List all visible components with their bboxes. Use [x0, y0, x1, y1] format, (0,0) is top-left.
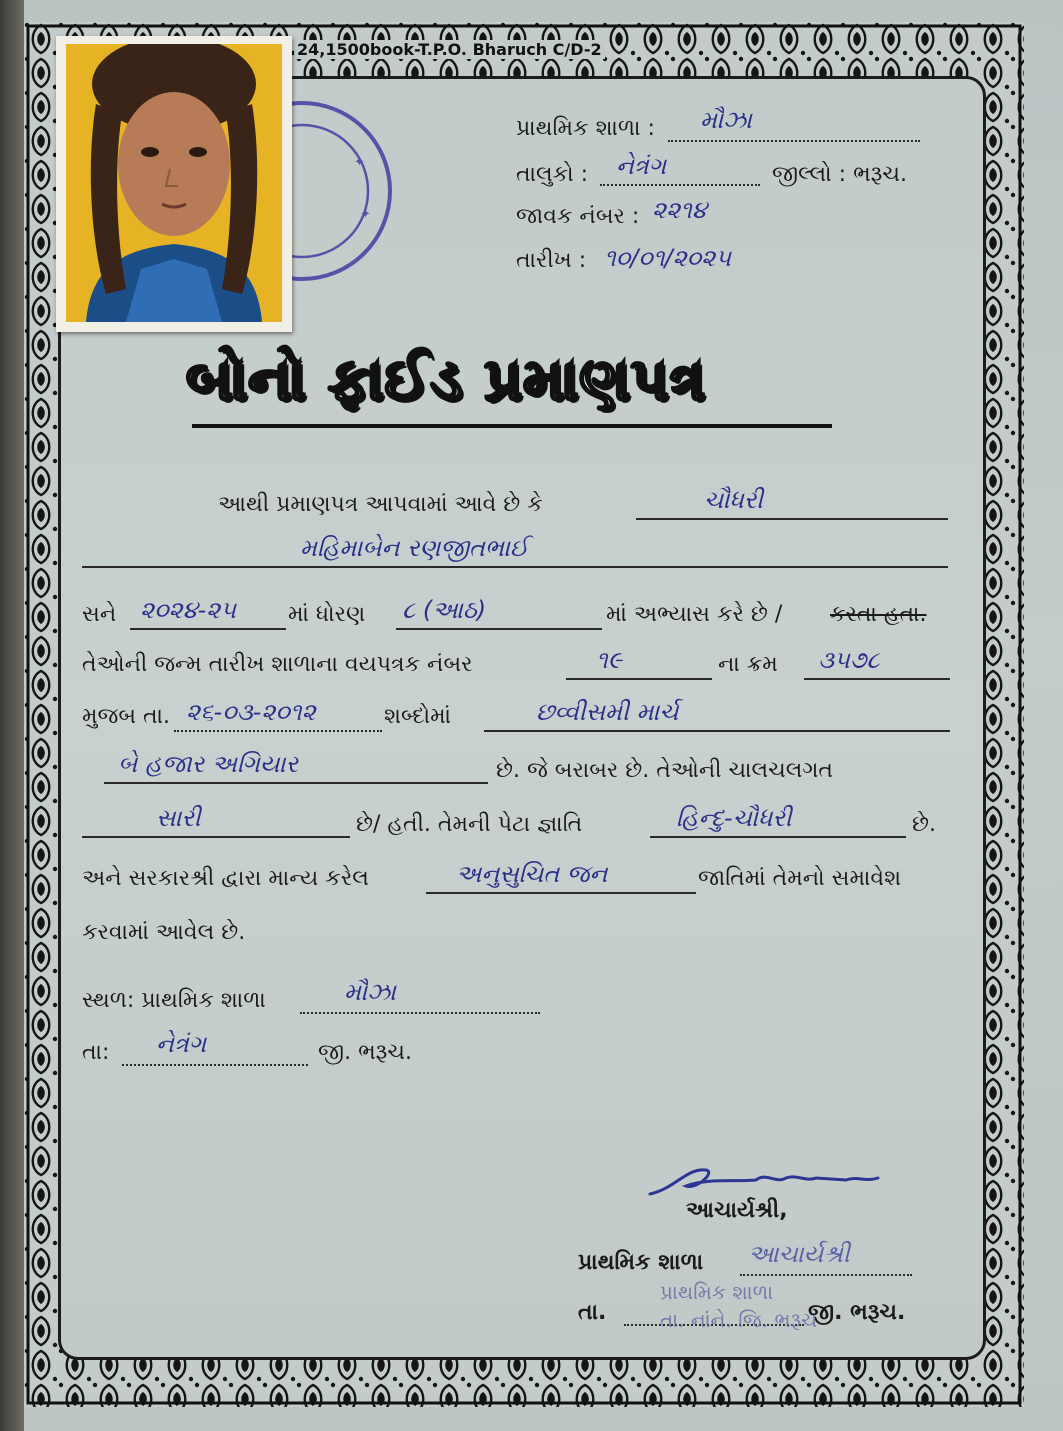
book-binding	[0, 0, 24, 1431]
date-label: તારીખ :	[516, 248, 587, 273]
seal-line-2: તા. નાંને. જિ. ભરૂચ	[660, 1308, 818, 1332]
sign-ta-label: તા.	[578, 1300, 607, 1325]
sequence-number-value: ૩૫૭૮	[818, 646, 880, 674]
taluka-label: તાલુકો :	[516, 162, 589, 187]
year-line	[130, 628, 286, 630]
outward-number-value: ૨૨૧૪	[652, 196, 707, 224]
svg-text:✦: ✦	[360, 207, 371, 222]
body-line7-b: છે.	[912, 812, 936, 837]
name-line	[82, 566, 948, 568]
body-line7-a: છે/ હતી. તેમની પેટા જ્ઞાતિ	[356, 812, 583, 837]
date-value: ૧૦/૦૧/૨૦૨૫	[604, 244, 731, 272]
taluka-dotted-line	[600, 184, 760, 186]
principal-signature	[646, 1160, 886, 1200]
body-line3-c: માં અભ્યાસ કરે છે /	[606, 602, 783, 627]
sign-school-dotted-line	[740, 1274, 912, 1276]
body-line8-b: જાતિમાં તેમનો સમાવેશ	[698, 866, 902, 891]
school-label: પ્રાથમિક શાળા :	[516, 116, 655, 141]
surname-line	[636, 518, 948, 520]
body-line8-a: અને સરકારશ્રી દ્વારા માન્ય કરેલ	[82, 866, 369, 891]
seal-line-1: પ્રાથમિક શાળા	[660, 1280, 774, 1304]
sequence-line	[804, 678, 950, 680]
printer-imprint: 24,1500book-T.P.O. Bharuch C/D-2	[294, 40, 605, 59]
taluka-value: નેત્રંગ	[616, 152, 667, 180]
sign-school-label: પ્રાથમિક શાળા	[578, 1250, 704, 1275]
school-dotted-line	[668, 140, 920, 142]
place-value: મૌઝા	[344, 978, 396, 1006]
principal-seal	[660, 1280, 817, 1332]
body-line5-b: શબ્દોમાં	[384, 704, 452, 729]
category-line	[426, 892, 696, 894]
body-line9: કરવામાં આવેલ છે.	[82, 920, 246, 945]
body-line3-a: સને	[82, 602, 117, 627]
body-line6-b: છે. જે બરાબર છે. તેઓની ચાલચલગત	[496, 758, 833, 783]
place-ta-value: નેત્રંગ	[156, 1030, 207, 1058]
dob-words-value2: બે હજાર અગિયાર	[118, 750, 298, 778]
caste-value: હિન્દુ-ચૌધરી	[676, 804, 792, 832]
body-line1-text: આથી પ્રમાણપત્ર આપવામાં આવે છે કે	[218, 492, 543, 517]
dob-words-value: છવ્વીસમી માર્ચ	[536, 698, 679, 726]
dob-line	[174, 730, 382, 732]
place-district: જી. ભરૂચ.	[318, 1040, 412, 1065]
sign-school-value: આચાર્યશ્રી	[748, 1240, 850, 1268]
dob-words-line	[484, 730, 950, 732]
conduct-value: સારી	[156, 804, 201, 832]
body-line3-b: માં ધોરણ	[288, 602, 366, 627]
district-label: જીલ્લો : ભરૂચ.	[772, 162, 907, 187]
place-label: સ્થળ: પ્રાથમિક શાળા	[82, 988, 266, 1013]
register-number-value: ૧૯	[596, 646, 622, 674]
place-ta-dotted-line	[122, 1064, 308, 1066]
place-dotted-line	[300, 1012, 540, 1014]
place-ta-label: તા:	[82, 1040, 110, 1065]
caste-line	[650, 836, 906, 838]
student-name-value: મહિમાબેન રણજીતભાઈ	[300, 534, 529, 562]
title-underline	[192, 424, 832, 428]
body-line5-a: મુજબ તા.	[82, 704, 170, 729]
standard-line	[396, 628, 602, 630]
conduct-line	[82, 836, 350, 838]
sign-district: જી. ભરૂચ.	[808, 1300, 906, 1325]
surname-value: ચૌધરી	[704, 486, 764, 514]
school-value: મૌઝા	[700, 106, 752, 134]
standard-value: ૮ (આઠ)	[402, 596, 487, 624]
body-line4-b: ના ક્રમ	[718, 652, 778, 677]
certificate-title: બોનો ફાઈડ પ્રમાણપત્ર	[186, 345, 707, 413]
principal-title: આચાર્યશ્રી,	[686, 1198, 788, 1223]
body-line3-struck: કરતા હતા.	[830, 602, 927, 627]
dob-words-line2	[104, 782, 488, 784]
dob-value: ૨૬-૦૩-૨૦૧૨	[186, 698, 316, 726]
register-line	[566, 678, 712, 680]
student-photo-image	[66, 44, 282, 322]
round-school-stamp	[282, 96, 392, 286]
body-line4-a: તેઓની જન્મ તારીખ શાળાના વયપત્રક નંબર	[82, 652, 473, 677]
student-photo	[56, 36, 292, 332]
academic-year-value: ૨૦૨૪-૨૫	[140, 596, 237, 624]
outward-number-label: જાવક નંબર :	[516, 204, 640, 229]
svg-text:✦: ✦	[354, 155, 365, 170]
category-value: અનુસુચિત જન	[456, 860, 608, 888]
